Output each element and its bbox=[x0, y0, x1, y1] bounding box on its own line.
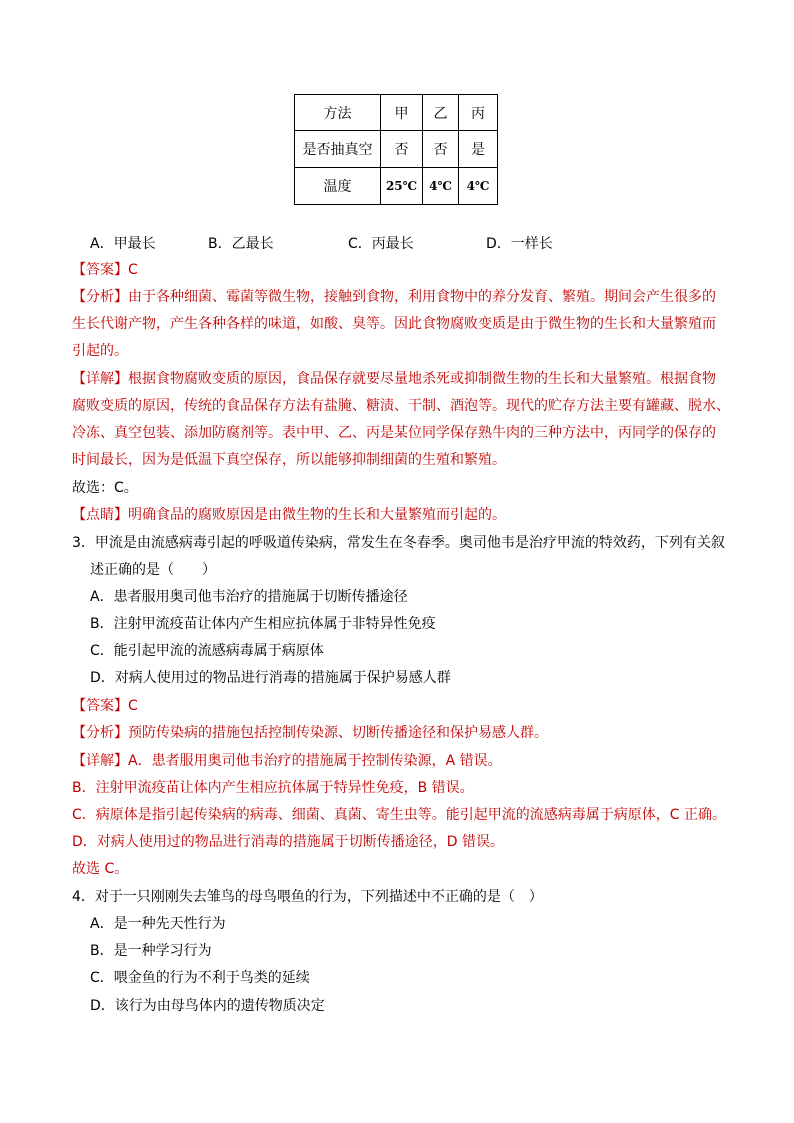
table-cell: 乙 bbox=[423, 95, 459, 131]
q3-stem-line2: 述正确的是（ ） bbox=[90, 562, 216, 578]
table-cell: 是否抽真空 bbox=[295, 131, 381, 168]
table-row bbox=[295, 131, 498, 168]
q3-option-d: D．对病人使用过的物品进行消毒的措施属于保护易感人群 bbox=[90, 670, 451, 686]
q3-stem-line1: 3．甲流是由流感病毒引起的呼吸道传染病，常发生在冬春季。奥司他韦是治疗甲流的特效药，下列有关叙 bbox=[72, 535, 725, 551]
table-cell: 是 bbox=[459, 131, 498, 168]
q2-analysis-line bbox=[72, 287, 716, 307]
detail-tag: 【详解】 bbox=[72, 753, 128, 769]
q2-analysis-line: 引起的。 bbox=[72, 343, 128, 359]
table-cell: 甲 bbox=[381, 95, 423, 131]
q2-answer bbox=[72, 260, 138, 280]
option-a: A．甲最长 bbox=[90, 236, 156, 252]
table-cell: 4℃ bbox=[423, 168, 459, 205]
q4-option-c: C．喂金鱼的行为不利于鸟类的延续 bbox=[90, 970, 310, 986]
answer-tag: 【答案】 bbox=[72, 262, 128, 278]
answer-value: C bbox=[128, 262, 138, 278]
comment-text: 明确食品的腐败原因是由微生物的生长和大量繁殖而引起的。 bbox=[128, 507, 506, 523]
storage-methods-table bbox=[294, 94, 498, 205]
q4-option-a: A．是一种先天性行为 bbox=[90, 916, 226, 932]
q3-conclusion: 故选 C。 bbox=[72, 861, 129, 877]
q3-detail-line: C．病原体是指引起传染病的病毒、细菌、真菌、寄生虫等。能引起甲流的流感病毒属于病原体，C 正确。 bbox=[72, 807, 726, 823]
q4-stem: 4．对于一只刚刚失去雏鸟的母鸟喂鱼的行为，下列描述中不正确的是（ ） bbox=[72, 889, 543, 905]
q2-comment bbox=[72, 505, 506, 525]
table-cell: 丙 bbox=[459, 95, 498, 131]
answer-value: C bbox=[128, 698, 138, 714]
q2-detail-line: 冷冻、真空包装、添加防腐剂等。表中甲、乙、丙是某位同学保存熟牛肉的三种方法中，丙同学的保存的 bbox=[72, 425, 716, 441]
analysis-text: 预防传染病的措施包括控制传染源、切断传播途径和保护易感人群。 bbox=[128, 725, 548, 741]
comment-tag: 【点睛】 bbox=[72, 507, 128, 523]
table-cell: 温度 bbox=[295, 168, 381, 205]
q3-detail-line: B．注射甲流疫苗让体内产生相应抗体属于特异性免疫，B 错误。 bbox=[72, 780, 474, 796]
table-cell: 否 bbox=[423, 131, 459, 168]
detail-text: A．患者服用奥司他韦治疗的措施属于控制传染源，A 错误。 bbox=[128, 753, 502, 769]
q3-option-c: C．能引起甲流的流感病毒属于病原体 bbox=[90, 643, 324, 659]
table-cell: 25℃ bbox=[381, 168, 423, 205]
table-cell: 4℃ bbox=[459, 168, 498, 205]
analysis-tag: 【分析】 bbox=[72, 289, 128, 305]
table-row bbox=[295, 168, 498, 205]
q2-detail-line: 腐败变质的原因，传统的食品保存方法有盐腌、糖渍、干制、酒泡等。现代的贮存方法主要有罐藏、脱水、 bbox=[72, 398, 730, 414]
table-cell: 方法 bbox=[295, 95, 381, 131]
q2-conclusion: 故选：C。 bbox=[72, 480, 138, 496]
q4-option-b: B．是一种学习行为 bbox=[90, 943, 212, 959]
q2-detail-line: 时间最长，因为是低温下真空保存，所以能够抑制细菌的生殖和繁殖。 bbox=[72, 452, 506, 468]
analysis-tag: 【分析】 bbox=[72, 725, 128, 741]
q3-detail-line: D．对病人使用过的物品进行消毒的措施属于切断传播途径，D 错误。 bbox=[72, 834, 505, 850]
q4-option-d: D．该行为由母鸟体内的遗传物质决定 bbox=[90, 998, 325, 1014]
answer-tag: 【答案】 bbox=[72, 698, 128, 714]
option-c: C．丙最长 bbox=[348, 236, 414, 252]
q3-detail-line bbox=[72, 751, 502, 771]
q3-option-a: A．患者服用奥司他韦治疗的措施属于切断传播途径 bbox=[90, 589, 408, 605]
q3-option-b: B．注射甲流疫苗让体内产生相应抗体属于非特异性免疫 bbox=[90, 616, 436, 632]
q2-analysis-line: 生长代谢产物，产生各种各样的味道，如酸、臭等。因此食物腐败变质是由于微生物的生长和大量繁殖而 bbox=[72, 316, 716, 332]
analysis-text: 由于各种细菌、霉菌等微生物，接触到食物，利用食物中的养分发育、繁殖。期间会产生很多的 bbox=[128, 289, 716, 305]
table-header-row bbox=[295, 95, 498, 131]
option-d: D．一样长 bbox=[486, 236, 553, 252]
table-cell: 否 bbox=[381, 131, 423, 168]
detail-text: 根据食物腐败变质的原因，食品保存就要尽量地杀死或抑制微生物的生长和大量繁殖。根据食物 bbox=[128, 371, 716, 387]
detail-tag: 【详解】 bbox=[72, 371, 128, 387]
q3-analysis bbox=[72, 723, 548, 743]
q3-answer bbox=[72, 696, 138, 716]
q2-detail-line bbox=[72, 369, 716, 389]
option-b: B．乙最长 bbox=[208, 236, 274, 252]
q2-options bbox=[90, 234, 570, 254]
